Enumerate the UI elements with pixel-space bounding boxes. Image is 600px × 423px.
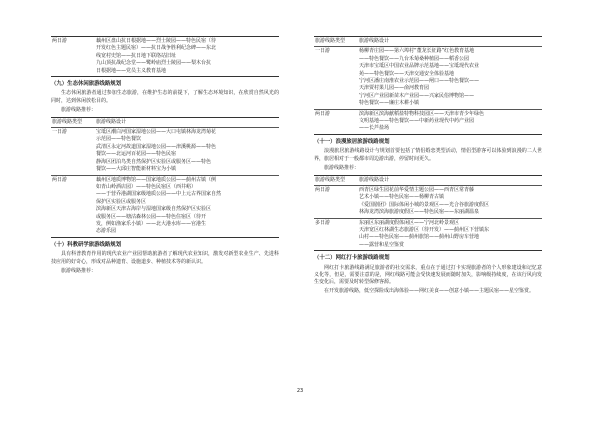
recommend-label: 旅游线路推荐： [61, 107, 97, 114]
section-paragraph [51, 251, 279, 266]
section-heading-12: （十二）网红打卡旅游线路规划 [314, 255, 390, 262]
section-heading-9: （九）生态休闲旅游线路规划 [51, 81, 122, 88]
route-line: ——露营和星空鉴赏 [359, 241, 405, 248]
route-type-cell: 一日游 [314, 47, 358, 109]
paragraph-line: 浪漫旅居旅游线路设计与规划首要包括了情侣婚恋类型活动，情侣型游客可以体验到浪漫的二人世界，旅居相对 [314, 148, 542, 162]
route-line: 文明基地——特色餐饮——中新药业现代中药产业园 [359, 118, 475, 125]
paragraph-line: 进科技应用的好奇心，形成对品种遗育、设施道步、种植技术等的新认识。 [51, 251, 279, 265]
route-line: 滨海新区天津古海岸与湿地国家级自然保护区实验区 [96, 206, 212, 213]
section-heading-10: （十）科教研学旅游线路规划 [51, 241, 122, 248]
recommend-label: 旅游线路推荐： [61, 267, 97, 274]
page-number: 23 [296, 388, 304, 394]
route-type-cell: 两日游 [51, 175, 95, 237]
route-line: 天津宽区红林湖生态旅游区（待开发）——蓟州区下营镇东 [359, 226, 490, 233]
route-line: 静海区团泊鸟类自然保护区实验区或服务区——特色 [96, 158, 212, 165]
route-line: ——长芦盐场 [359, 125, 390, 132]
route-line: 西青区绿生园花前华爱情主题公园——西青区常青藤 [359, 186, 475, 193]
right-column [314, 36, 542, 296]
column-header: 旅游线路设计 [358, 37, 542, 47]
route-design-cell [358, 185, 542, 218]
route-line: 山村——特色民宿——蓟州旅馆——蓟州山野房车营地 [359, 234, 480, 241]
romance-route-table [314, 175, 542, 252]
route-line: 示范园——特色餐饮 [96, 136, 142, 143]
section-heading-11: （十一）浪漫旅居旅游线路规划 [314, 138, 390, 145]
section-paragraph [51, 90, 279, 105]
route-design-cell [95, 175, 279, 237]
paragraph-line: 生态休闲旅游者通过参加生态旅游，在维护生态的前提下，了解生态环境知识，在欣赏自然风 [61, 90, 269, 97]
route-line: 藕州区盘山抗日根据地——烈士陵园——特色民宿（待 [96, 38, 217, 44]
eco-route-table [51, 117, 279, 238]
paragraph-line: 忆意义化等，但是，需要注意的是，网红线路可能会受快速发展而随时加失，影响级持续度，在该行 [314, 264, 542, 278]
route-line: 《爱国剧团》国际体闲小城的景观区——光合谷旅游度假区 [359, 201, 490, 208]
route-line: 苑——特色餐饮——天津交通安全体验基地 [359, 70, 455, 77]
table-row [314, 218, 542, 251]
table-header-row [51, 117, 279, 127]
table-header-row [314, 37, 542, 47]
route-line: 宁河区潘庄南淮农业示范园——闸口——特色餐饮—— [359, 78, 480, 85]
paragraph-line: 风向发生变化后，需要及时转型保修客源。 [314, 271, 542, 286]
route-line: 保护区实验区或服务区 [96, 198, 147, 205]
route-line: 滨海新区滨海献稻盐特物科技园区——天津市青少年绿色 [359, 110, 485, 117]
route-type-cell: 两日游 [314, 109, 358, 134]
paragraph-line: 赏。 [524, 287, 535, 294]
route-line: 态游乐园 [96, 228, 117, 235]
route-line: 宝坻区潮白河国家湿地公园——大口屯镇林海龙湾菊花 [96, 129, 217, 136]
column-header: 旅游线路设计 [95, 117, 279, 127]
route-design-cell [358, 109, 542, 134]
recommend-label: 旅游线路推荐： [324, 165, 360, 172]
table-row [51, 175, 279, 237]
table-row [51, 37, 279, 77]
column-header: 旅游线路类型 [314, 175, 358, 185]
route-line: 东丽区东丽湖度假体闲区——宁河北岭景观区 [359, 219, 460, 226]
section-paragraph [314, 288, 542, 295]
route-line: 或服务区——塘沽森林公园——特色住宿区（待开 [96, 213, 207, 220]
study-route-table [314, 36, 542, 135]
left-column [51, 36, 279, 277]
paragraph-line: 于一般都市周边游出游，停留时间更久。 [344, 155, 435, 162]
route-line: 开发红色主题民宿）——抗日战争胜利纪念碑——东北 [96, 45, 217, 52]
route-line: 特色餐饮——廉庄木耕小镇 [359, 100, 420, 107]
route-line: 日根据地——党员主义教育基地 [96, 67, 167, 74]
route-design-cell [358, 218, 542, 251]
route-line: ——特色餐饮——九台禾菊桑种植园——稻香公园 [359, 55, 470, 62]
paragraph-line: 具有科普教育作用的现代农业产业园帮助旅游者了解现代农业知识，激发对新型农业生产、先 [61, 251, 269, 258]
route-line: 武清区永定河故道国家湿地公园——津溪桃源——特色 [96, 143, 217, 150]
paragraph-line: 光的同时，达到休闲放松目的。 [51, 90, 279, 104]
route-line: 餐饮——北运河百花园——特色民宿 [96, 151, 177, 158]
route-line: 天津贾村果儿园——俞河教育园 [359, 85, 430, 92]
route-type-cell: 两日游 [314, 185, 358, 218]
route-line: 艺术小镇——特色民宿——杨柳青古镇 [359, 194, 445, 201]
route-design-cell [95, 128, 279, 175]
route-line: 如青山岭酒店园）——特色民宿区（西井峪） [96, 183, 197, 190]
route-line: 发，例如渔家乐小镇）——北大港水库——官港生 [96, 220, 207, 227]
table-row [51, 128, 279, 175]
route-type-cell: 一日游 [51, 128, 95, 175]
continued-route-table [51, 36, 279, 77]
column-header: 旅游线路类型 [51, 117, 95, 127]
route-line: 藕州区地质博物馆——国家地质公园——蓟州古镇（例 [96, 176, 217, 183]
route-type-cell: 两日游 [51, 37, 95, 77]
paragraph-line: 在开发旅游线路，低空探险成出海体验——网红美食——创意小镇——主题民宿——星空鉴 [324, 287, 525, 294]
column-header: 旅游线路设计 [358, 175, 542, 185]
table-header-row [314, 175, 542, 185]
route-design-cell [95, 37, 279, 77]
section-paragraph [314, 148, 542, 163]
route-line: 餐饮——大邱庄智能新材料宝为小镇 [96, 166, 177, 173]
table-row [314, 47, 542, 109]
route-design-cell [358, 47, 542, 109]
route-line: 线宽村史馆——抗日地下联络站旧址 [96, 52, 177, 59]
column-header: 旅游线路类型 [314, 37, 358, 47]
route-line: 宁河区产业园新苗木产业园——兴家民俗博物馆—— [359, 92, 475, 99]
route-line: 杨柳青庄园——第六埠村“董龙长征路”红色教育基地 [359, 48, 475, 55]
route-line: 九山顶抗战纪念堂——鹭岭庙烈士陵园——梨木台抗 [96, 60, 212, 67]
route-line: ——于营乔港湖国家级地质公园——中上元古界国家自然 [96, 191, 222, 198]
route-line: 天津市宝坻区中国农业品牌示范基地——宝坻现代农业 [359, 63, 480, 70]
route-type-cell: 多日游 [314, 218, 358, 251]
paragraph-line: 网红打卡旅游线路满足旅游者的社交需求，重点在于通过打卡实现旅游者的个人形象建设和记 [324, 264, 532, 271]
section-paragraph [314, 265, 542, 287]
route-line: 林海龙湾滨海旅游度假区——特色民宿——东丽湖温泉 [359, 209, 480, 216]
table-row [314, 109, 542, 134]
table-row [314, 185, 542, 218]
